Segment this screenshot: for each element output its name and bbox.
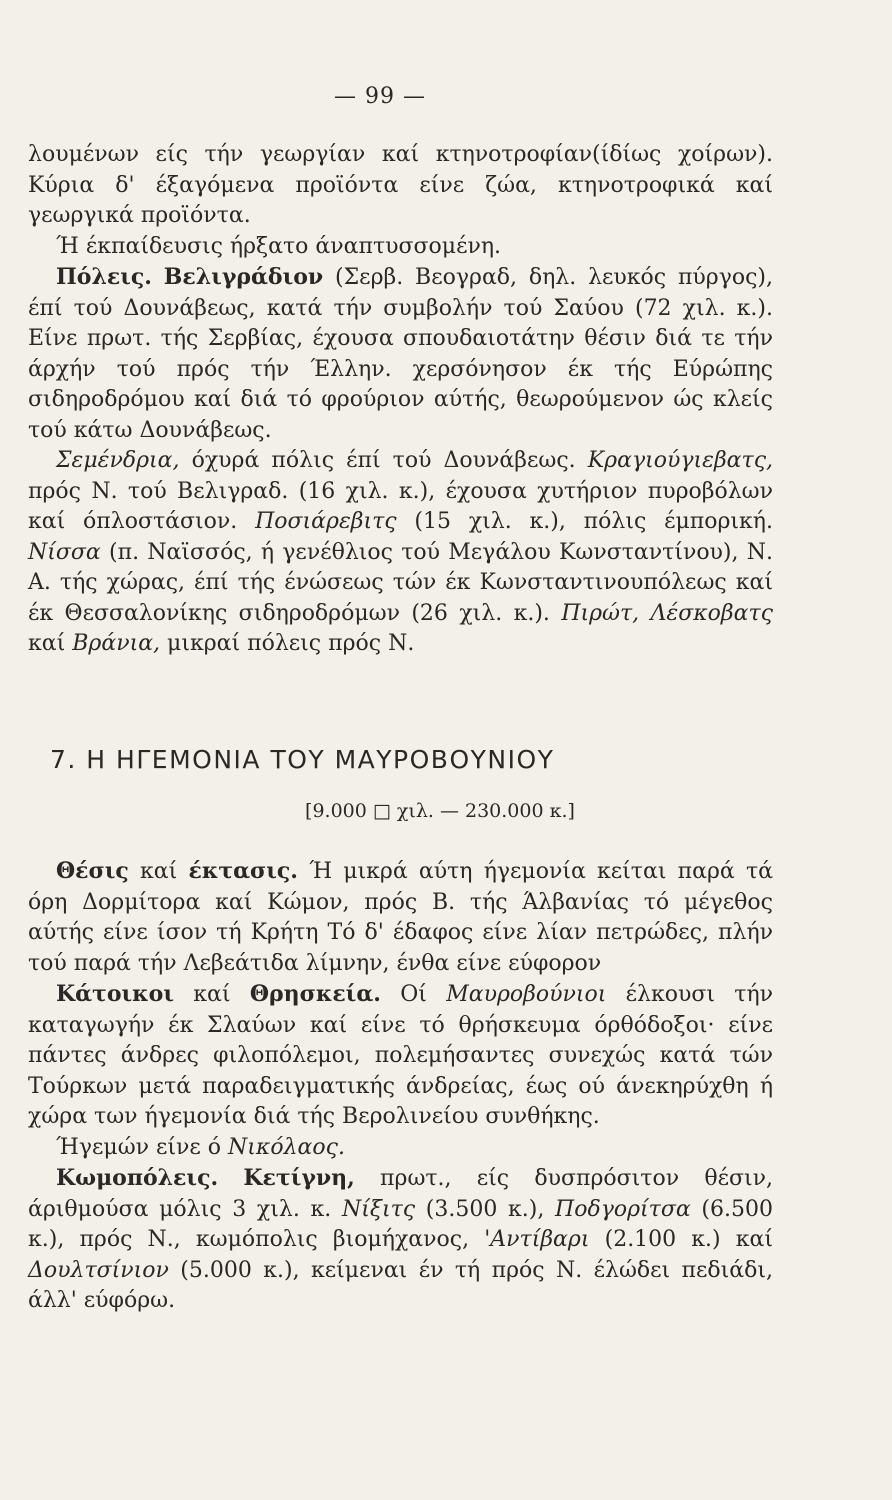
paragraph-text: Ή έκπαίδευσις ήρξατο άναπτυσσομένη. [56,233,502,259]
paragraph-ruler [28,1133,773,1164]
italic-name: Βράνια, [72,631,161,656]
paragraph-text: πρωτ., είς δυσπρόσιτον θέσιν, άριθμούσα μόλις 3 χιλ. κ. [28,1166,773,1222]
paragraph-inhabitants [28,979,773,1133]
italic-name: Νικόλαος. [228,1134,345,1160]
section-montenegro-text [28,856,773,1317]
paragraph-text: (π. Ναϊσσός, ή γενέθλιος τού Μεγάλου Κωνσταντίνου), Ν. Α. τής χώρας, έπί τής ένώσεως τών έκ Κωνσταντινουπόλεως καί έκ Θεσσαλονίκης σιδηροδρόμων (26 χιλ. κ.). [28,539,773,626]
page-number: — 99 — [334,84,426,109]
paragraph-text: (3.500 κ.), [425,1196,545,1222]
italic-name: Μαυροβούνιοι [446,982,607,1007]
bold-heading: Κετίγνη, [243,1165,355,1191]
paragraph-text: (Σερβ. Βεογραδ, δηλ. λευκός πύργος), έπί τού Δουνάβεως, κατά τήν συμβολήν τού Σαύου (72 χιλ. κ.). Είνε πρωτ. τής Σερβίας, έχουσα σπουδαιοτάτην θέσιν διά τε τήν άρχήν τού πρός τήν Έλλην. χερσόνησον έκ τής Εύρώπης σιδηροδρόμου καί διά τό φρούριον αύτής, θεωρούμενον ώς κλείς τού κάτω Δουνάβεως. [28,265,773,443]
paragraph-position [28,856,773,979]
italic-name: Νίσσα [28,539,101,565]
paragraph-text: πρός Ν. τού Βελιγραδ. (16 χιλ. κ.), έχουσα χυτήριον πυροβόλων καί όπλοστάσιον. [28,478,773,534]
section-subheading: [9.000 □ χιλ. — 230.000 κ.] [305,800,575,822]
paragraph-text: έλκουσι τήν καταγωγήν έκ Σλαύων καί είνε τό θρήσκευμα όρθόδοξοι· είνε πάντες άνδρες φιλοπόλεμοι, πολεμήσαντες συνεχώς κατά τών Τούρκων μετά παραδειγματικής άνδρείας, έως ού άνεκηρύχθη ή χώρα των ήγεμονία διά τής Βερολινείου συνθήκης. [28,982,774,1129]
italic-name: Δουλτσίνιον [28,1257,169,1283]
paragraph [28,140,773,232]
bold-heading: Κάτοικοι [56,981,174,1007]
bold-heading: Βελιγράδιον [163,264,324,290]
paragraph-text: (2.100 κ.) καί [604,1227,773,1252]
paragraph-text: μικραί πόλεις πρός Ν. [167,631,415,656]
paragraph-text: λουμένων είς τήν γεωργίαν καί κτηνοτροφίαν(ίδίως χοίρων). Κύρια δ' έξαγόμενα προϊόντα είνε ζώα, κτηνοτροφικά καί γεωργικά προϊόντα. [28,142,773,228]
bold-heading: Κωμοπόλεις. [56,1165,219,1191]
section-heading: 7. Η ΗΓΕΜΟΝΙΑ ΤΟΥ ΜΑΥΡΟΒΟΥΝΙΟΥ [50,745,555,774]
paragraph-text: Ή μικρά αύτη ήγεμονία κείται παρά τά όρη Δορμίτορα καί Κώμον, πρός Β. τής Άλβανίας τό μέγεθος αύτής είνε ίσον τή Κρήτη Τό δ' έδαφος είνε λίαν πετρώδες, πλήν τού παρά τήν Λεβεάτιδα λίμνην, ένθα είνε εύφορον [28,859,773,976]
paragraph-text: (6.500 κ.), πρός Ν., κωμόπολις βιομήχανος, [28,1196,773,1252]
italic-name: Σεμένδρια, [56,448,180,473]
paragraph-towns [28,446,773,660]
italic-name: 'Αντίβαρι [484,1227,590,1252]
paragraph-text: (5.000 κ.), κείμεναι έν τή πρός Ν. έλώδει πεδιάδι, άλλ' εύφόρω. [28,1257,773,1313]
italic-name: Ποδγορίτσα [555,1196,691,1222]
section-serbia-text [28,140,773,660]
paragraph-text: Ήγεμών είνε ό [56,1134,222,1160]
paragraph-text: όχυρά πόλις έπί τού Δουνάβεως. [191,448,576,473]
bold-heading: Θρησκεία. [249,981,381,1007]
italic-name: Νίξιτς [341,1196,416,1222]
paragraph-text: Οί [400,982,427,1007]
italic-name: Κραγιούγιεβατς, [587,448,774,473]
bold-heading: έκτασις. [188,858,298,884]
paragraph-text: καί [193,982,231,1007]
paragraph-towns [28,1163,773,1317]
paragraph-cities [28,262,773,446]
bold-heading: Πόλεις. [56,264,152,290]
bold-heading: Θέσις [56,858,129,884]
paragraph [28,232,773,263]
paragraph-text: καί [28,631,66,656]
italic-name: Ποσιάρεβιτς [255,509,397,534]
paragraph-text: (15 χιλ. κ.), πόλις έμπορική. [414,509,773,534]
italic-name: Πιρώτ, Λέσκοβατς [561,600,773,626]
paragraph-text: καί [140,859,178,884]
